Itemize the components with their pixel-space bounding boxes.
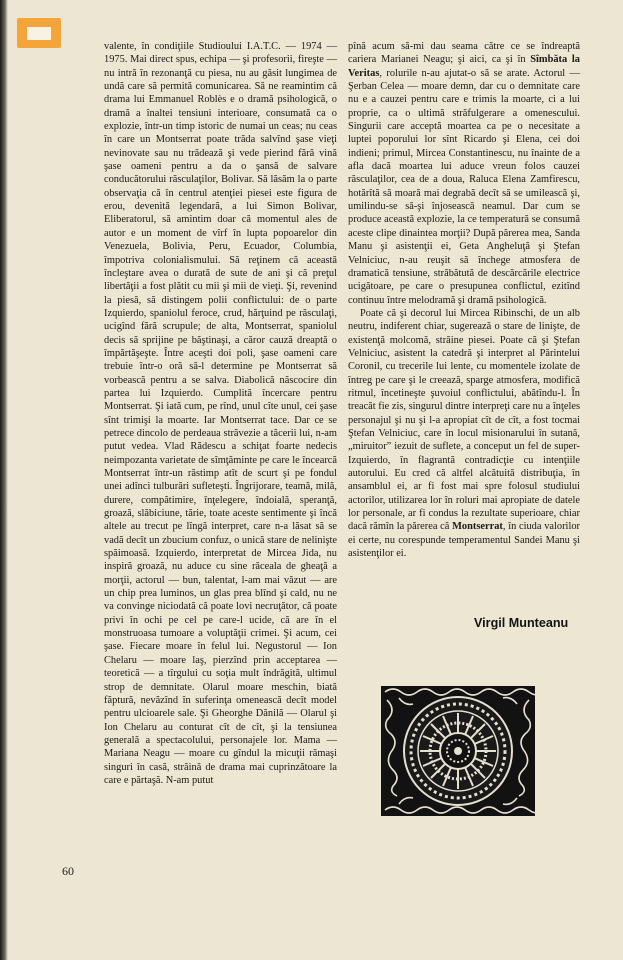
paragraph-2-text-b: , în ciuda valorilor ei certe, nu corespunde temperamentul Sandei Manu şi asistenţilor ei. (348, 521, 580, 560)
page-number: 60 (62, 864, 74, 878)
ornament-graphic (381, 686, 535, 816)
left-text-column (104, 40, 337, 787)
paragraph-1-text-b: , rolurile n-au ajutat-o să se arate. Actorul — Şerban Celea — moare demn, dar cu o demnitate care nu e a cauzei pentru care e trimis la moarte, ci a lui proprie, ca o ultimă străfulgerare a omenescului. Singurii care acceptă moartea ca pe o necesitate a luptei poporului lor sînt Ricardo şi Elena, cei doi indieni; primul, Mircea Constantinescu, nu înainte de a afla dacă moartea lui aduce vreun folos cauzei răsculaţilor, cea de a doua, Raluca Elena Zamfirescu, hotărîtă să moară mai degrabă decît să se umilească şi, umilindu-se să-şi înjosească neamul. Dar cum se produce această explozie, la ce temperatură se consumă aceste clipe dinaintea morţii? După părerea mea, Sanda Manu şi asistenţii ei, Geta Angheluţă şi Ştefan Velniciuc, n-au reuşit să închege atmosfera de dramatică tensiune, străbătută de descărcările electrice ucigătoare, pe care o presupunea conflictul, ezitînd continuu între melodramă şi dramă psihologică. (348, 67, 580, 306)
orange-folder-tab-icon (17, 18, 61, 48)
play-title-veritas: Sîmbăta la Veritas (348, 54, 580, 79)
play-title-montserrat: Montserrat (452, 521, 503, 533)
author-signature: Virgil Munteanu (474, 616, 569, 630)
right-column-paragraph-1 (348, 40, 580, 307)
paragraph-2-text-a: Poate că şi decorul lui Mircea Ribinschi, de un alb neutru, indiferent chiar, sugerează o stare de linişte, de existenţă molcomă, străine piesei. Poate că şi Ştefan Velniciuc, asistent la catedră şi interpret al Părintelui Coronil, cu trecerile lui lente, cu momentele izolate de întreg pe care şi le creează, sparge atmosfera, modifică ritmul, încetineşte şuvoiul conflictului, abătîndu-l. În treacăt fie zis, singurul dintre interpreţi care nu a înţeles personajul şi nu şi l-a apropiat cît de cît, a fost tocmai Ştefan Velniciuc, care în locul misionarului în sutană, „miruitor” iezuit de suflete, a conceput un fel de super-Izquierdo, în flagrantă contradicţie cu intenţiile autorului. Eu cred că altfel alcătuită distribuţia, în ansamblul ei, ar fi fost mai spre folosul studiului actorilor, utilizarea lor în roluri mai apropiate de datele lor personale, ar fi condus la rezultate superioare, chiar dacă rămîn la părerea că (348, 307, 580, 533)
ornamental-rosette-icon (381, 686, 535, 816)
scan-binding-edge (0, 0, 8, 960)
left-column-paragraph: valente, în condiţiile Studioului I.A.T.C. — 1974 — 1975. Mai direct spus, echipa — şi profesorii, fireşte — nu intră în rezonanţă cu piesa, nu au găsit lungimea de undă care să permită comunicarea. Să ne reamintim că drama lui Emmanuel Roblès e o dramă psihologică, o dramă a înaltei tensiuni interioare, consumată ca o explozie, într-un timp istoric de numai un ceas; nu ceas în care un Montserrat poate trăda salvînd şase vieţi nevinovate sau nu trădează şi vede pierind fără vină şase oameni pentru a da o şansă de salvare conducătorului răsculaţilor, Bolivar. Să lăsăm la o parte observaţia că în centrul atenţiei piesei este figura de erou, devenită legendară, a lui Simon Bolivar, Eliberatorul, să amintim doar că momentul ales de autor e un moment de vîrf în lupta popoarelor din Venezuela, Bolivia, Peru, Ecuador, Columbia, împotriva colonialismului. Să reţinem că această încleştare avea o durată de sute de ani şi că preţul libertăţii a fost plătit cu mii şi mii de vieţi. Şi, revenind la piesă, să distingem polii conflictului: de o parte Izquierdo, spaniolul feroce, crud, hărţuind pe răsculaţi, ucigînd fără scrupule; de alta, Montserrat, spaniolul decis să sprijine pe băştinaşi, a căror cauză dreaptă o împărtăşeşte. Între aceşti doi poli, şase oameni care trebuie într-o oră să-l determine pe Montserrat să vorbească pentru a se salva. Diabolică născocire din partea lui Izquierdo. Cumplită încercare pentru Montserrat. Şi iată cum, pe rînd, unul cîte unul, cei şase sînt trimişi la moarte. Iar Montserrat tace. Dar ce se petrece dincolo de perdeaua străvezie a tăcerii lui, n-am putut vedea. Vlad Rădescu a schiţat foarte nedecis neimpozanta varietate de sîmţăminte pe care le încearcă Montserrat într-un răstimp atît de scurt şi pe fondul unei adînci tulburări sufleteşti. Îngrijorare, teamă, milă, durere, compătimire, înţelegere, îndoială, speranţă, groază, slăbiciune, tărie, toate aceste sentimente şi încă altele au trecut pe lîngă interpret, care n-a lăsat să se vadă decît un zbucium confuz, o unică stare de nelinişte spăimoasă. Izquierdo, interpretat de Mircea Jida, nu inspiră groază, nu aduce cu sine răceala de gheaţă a morţii, actorul — bun, talentat, l-am mai văzut — are un chip prea luminos, un glas prea blînd şi cald, nu ne va convinge niciodată că poate lovi necruţător, că poate privi în ochi pe cel pe care-l ucide, că are în el monstruoasa tumoare a voluptăţii crimei. Şi acum, cei şase. Fiecare moare în felul lui. Negustorul — Ion Chelaru — moare laş, pierzînd prin acceptarea — teoretică — a tîrgului cu soţia mult îndrăgită, ultimul strop de demnitate. Olarul moare meschin, biată făptură, nevăzînd în suferinţa omenească decît model pentru ulcioarele sale. Şi Gheorghe Dănilă — Olarul şi Ion Chelaru au conturat cît de cît, şi la tensiunea generală a spectacolului, personajele lor. Mama — Mariana Neagu — moare cu gîndul la micuţii rămaşi singuri în casă, străină de drama mai cuprinzătoare la care e părtaşă. N-am putut (104, 41, 337, 786)
paragraph-1-text-a: pînă acum să-mi dau seama către ce se îndreaptă cariera Marianei Neagu; şi aici, ca şi în (348, 41, 580, 66)
right-text-column (348, 40, 580, 560)
right-column-paragraph-2 (348, 307, 580, 561)
badge-inner-window (27, 27, 51, 40)
